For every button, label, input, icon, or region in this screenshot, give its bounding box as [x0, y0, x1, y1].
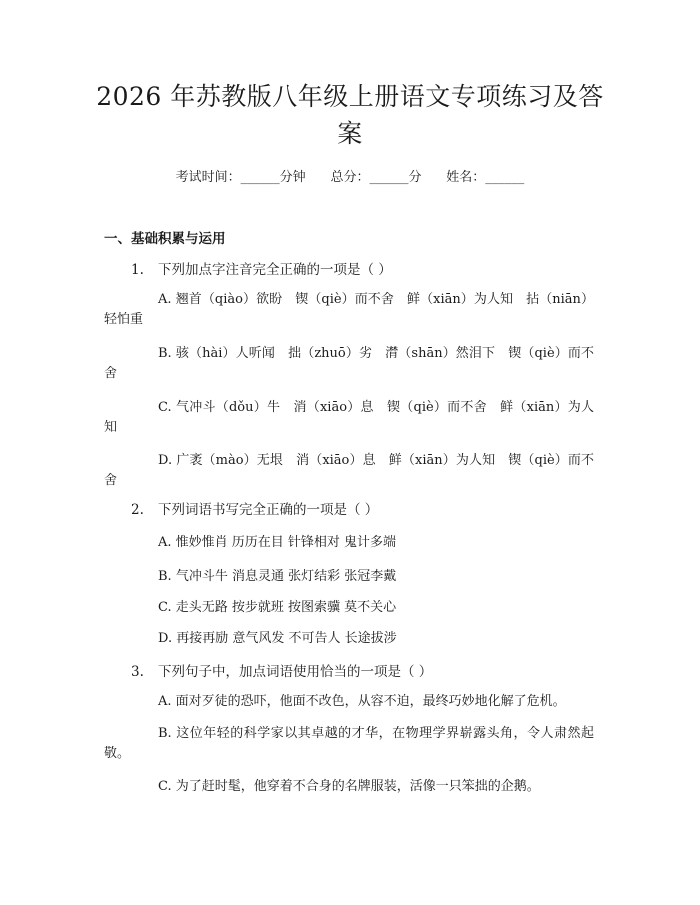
question-2-option-b: B. 气冲斗牛 消息灵通 张灯结彩 张冠李戴 [158, 569, 397, 584]
question-number: 1. [131, 262, 144, 278]
question-1-option-c: C. 气冲斗（dǒu）牛 消（xiāo）息 锲（qiè）而不舍 鲜（xiān）为人知 [104, 400, 594, 435]
question-text: 下列加点字注音完全正确的一项是（ ） [158, 262, 392, 278]
question-2-option-c: C. 走头无路 按步就班 按图索骥 莫不关心 [158, 600, 397, 615]
question-number: 2. [131, 502, 144, 518]
question-text: 下列句子中，加点词语使用恰当的一项是（ ） [158, 664, 433, 680]
question-2-option-d: D. 再接再励 意气风发 不可告人 长途拔涉 [158, 631, 397, 646]
question-3-option-b: B. 这位年轻的科学家以其卓越的才华，在物理学界崭露头角，令人肃然起敬。 [104, 726, 594, 761]
exam-time-field: 考试时间：______分钟 [175, 170, 306, 185]
question-text: 下列词语书写完全正确的一项是（ ） [158, 502, 379, 518]
question-1-option-b: B. 骇（hài）人听闻 拙（zhuō）劣 潸（shān）然泪下 锲（qiè）而不舍 [104, 346, 594, 381]
question-3-option-c: C. 为了赶时髦，他穿着不合身的名牌服装，活像一只笨拙的企鹅。 [158, 779, 540, 794]
question-2-stem [131, 500, 378, 520]
section-title: 一、基础积累与运用 [104, 231, 226, 247]
question-1-option-a: A. 翘首（qiào）欲盼 锲（qiè）而不舍 鲜（xiān）为人知 拈（niān）轻怕重 [104, 292, 594, 327]
question-3-option-a: A. 面对歹徒的恐吓，他面不改色，从容不迫，最终巧妙地化解了危机。 [158, 694, 566, 709]
total-score-field: 总分：______分 [330, 170, 422, 185]
document-title: 2026 年苏教版八年级上册语文专项练习及答案 [96, 82, 604, 148]
question-1-stem [131, 260, 392, 280]
student-name-field: 姓名：______ [446, 170, 525, 185]
question-2-option-a: A. 惟妙惟肖 历历在目 针锋相对 鬼计多端 [158, 535, 397, 550]
question-3-stem [131, 662, 432, 682]
question-1-option-d: D. 广袤（mào）无垠 消（xiāo）息 鲜（xiān）为人知 锲（qiè）而不舍 [104, 453, 594, 488]
exam-meta [0, 168, 700, 188]
question-number: 3. [131, 664, 144, 680]
